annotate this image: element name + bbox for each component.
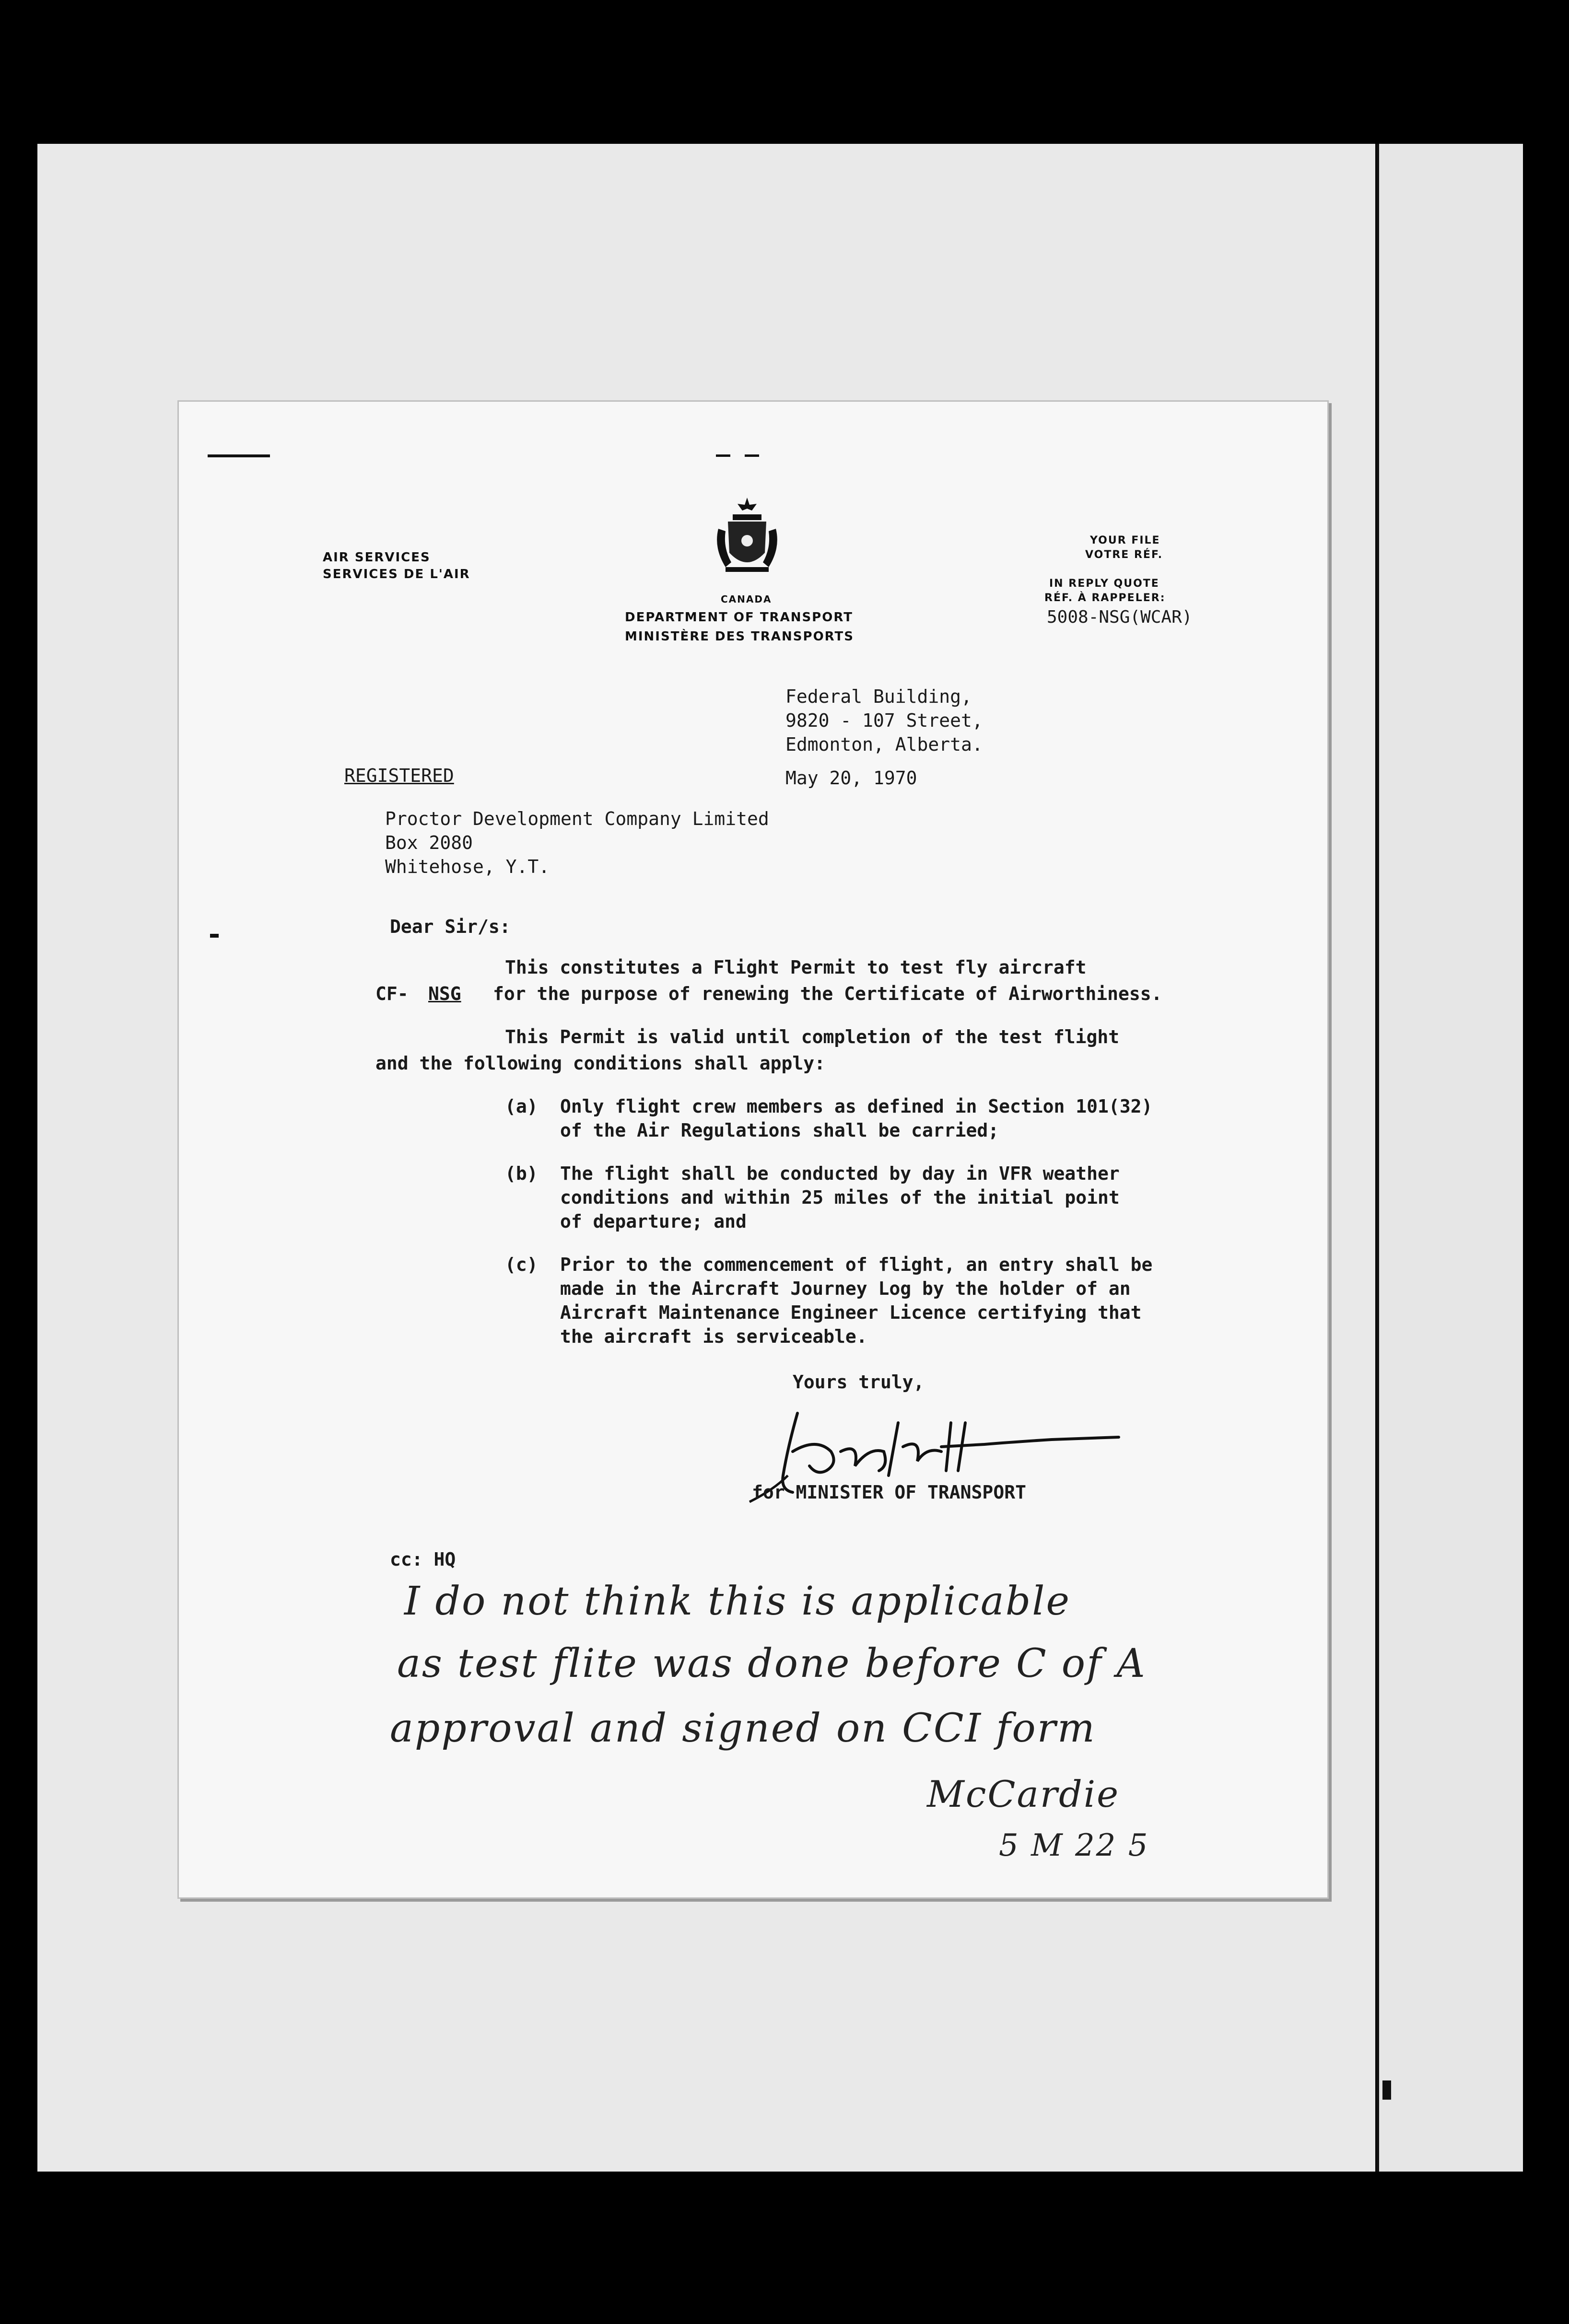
address-line-1: Federal Building, xyxy=(785,686,972,707)
salutation: Dear Sir/s: xyxy=(390,916,511,937)
condition-c-label: (c) xyxy=(505,1254,538,1275)
paragraph-2-line-1: This Permit is valid until completion of the test flight xyxy=(505,1026,1120,1047)
handwritten-date: 5 M 22 5 xyxy=(999,1828,1149,1863)
margin-mark xyxy=(1382,2080,1391,2100)
address-line-3: Edmonton, Alberta. xyxy=(785,734,983,755)
letter-sheet xyxy=(177,400,1329,1899)
recipient-line-2: Box 2080 xyxy=(385,832,473,853)
department-fr: MINISTÈRE DES TRANSPORTS xyxy=(625,629,854,644)
condition-a-line-1: Only flight crew members as defined in Section 101(32) xyxy=(560,1096,1153,1117)
reply-quote-fr: RÉF. À RAPPELER: xyxy=(1044,592,1166,604)
your-file-fr: VOTRE RÉF. xyxy=(1085,549,1163,561)
recipient-line-3: Whitehose, Y.T. xyxy=(385,856,550,877)
paragraph-1-line-1: This constitutes a Flight Permit to test fly aircraft xyxy=(505,957,1087,978)
your-file-en: YOUR FILE xyxy=(1090,535,1160,546)
handwritten-line-2: as test flite was done before C of A xyxy=(397,1641,1147,1686)
top-dash xyxy=(716,454,730,457)
condition-a-line-2: of the Air Regulations shall be carried; xyxy=(560,1120,999,1141)
crest-caption: CANADA xyxy=(721,593,772,605)
header-left-en: AIR SERVICES xyxy=(323,550,431,565)
reference-number: 5008-NSG(WCAR) xyxy=(1047,607,1193,627)
handwritten-line-3: approval and signed on CCI form xyxy=(390,1706,1096,1751)
carbon-copy: cc: HQ xyxy=(390,1549,456,1570)
letter-date: May 20, 1970 xyxy=(785,767,917,789)
condition-c-line-2: made in the Aircraft Journey Log by the holder of an xyxy=(560,1278,1131,1299)
paragraph-1-line-2: for the purpose of renewing the Certificate of Airworthiness. xyxy=(493,983,1162,1004)
condition-c-line-4: the aircraft is serviceable. xyxy=(560,1326,867,1347)
condition-b-line-3: of departure; and xyxy=(560,1211,747,1232)
paragraph-2-line-2: and the following conditions shall apply: xyxy=(375,1053,825,1074)
canada-crest-icon xyxy=(711,495,783,586)
top-dash xyxy=(745,454,759,457)
corner-mark xyxy=(208,454,270,457)
margin-mark xyxy=(210,934,219,938)
registered-mark: REGISTERED xyxy=(344,765,454,786)
condition-b-label: (b) xyxy=(505,1163,538,1184)
condition-a-label: (a) xyxy=(505,1096,538,1117)
reply-quote-en: IN REPLY QUOTE xyxy=(1049,578,1159,590)
condition-c-line-3: Aircraft Maintenance Engineer Licence certifying that xyxy=(560,1302,1142,1323)
department-en: DEPARTMENT OF TRANSPORT xyxy=(625,610,853,625)
condition-b-line-1: The flight shall be conducted by day in VFR weather xyxy=(560,1163,1120,1184)
closing: Yours truly, xyxy=(793,1371,925,1393)
header-left-fr: SERVICES DE L'AIR xyxy=(323,567,470,581)
handwritten-line-1: I do not think this is applicable xyxy=(404,1579,1071,1624)
signature-title: for MINISTER OF TRANSPORT xyxy=(752,1482,1026,1503)
recipient-line-1: Proctor Development Company Limited xyxy=(385,808,769,829)
condition-b-line-2: conditions and within 25 miles of the initial point xyxy=(560,1187,1120,1208)
address-line-2: 9820 - 107 Street, xyxy=(785,710,983,731)
handwritten-initials: McCardie xyxy=(927,1773,1120,1815)
condition-c-line-1: Prior to the commencement of flight, an entry shall be xyxy=(560,1254,1153,1275)
aircraft-prefix: CF- xyxy=(375,983,409,1004)
aircraft-registration: NSG xyxy=(428,983,461,1004)
page-edge-strip xyxy=(1376,144,1523,2172)
